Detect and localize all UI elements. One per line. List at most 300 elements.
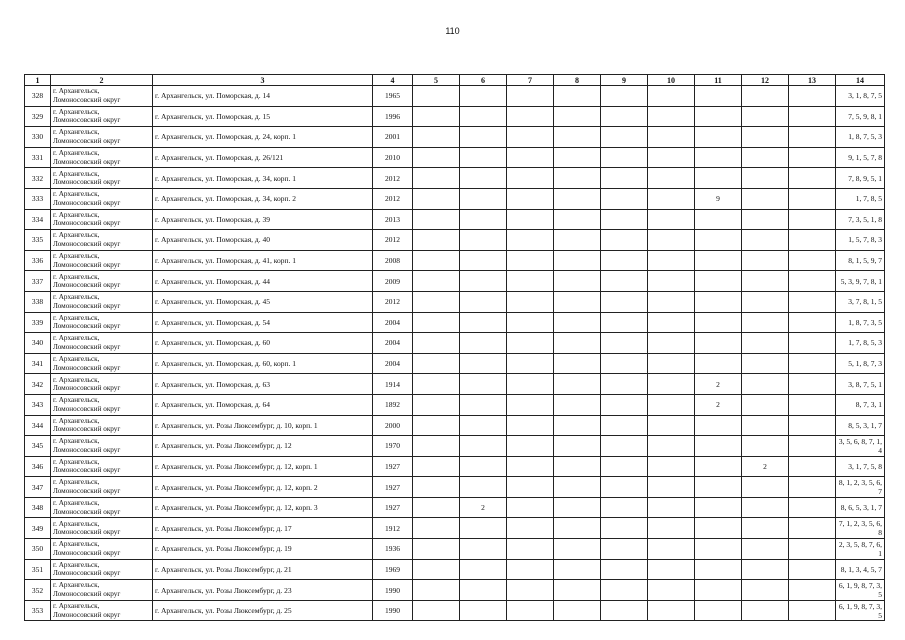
col8-cell <box>554 147 601 168</box>
table-row <box>25 374 885 395</box>
district-cell <box>51 436 153 457</box>
table-row <box>25 394 885 415</box>
address-cell: г. Архангельск, ул. Розы Люксембург, д. 12 <box>153 436 373 457</box>
table-row <box>25 312 885 333</box>
year-cell: 1927 <box>373 456 413 477</box>
col12-cell <box>742 559 789 580</box>
year-cell: 1969 <box>373 559 413 580</box>
district-cell <box>51 415 153 436</box>
col9-cell <box>601 580 648 601</box>
col12-cell <box>742 147 789 168</box>
codes-cell: 8, 6, 5, 3, 1, 7 <box>836 497 885 518</box>
year-cell: 2004 <box>373 333 413 354</box>
col8-cell <box>554 291 601 312</box>
col7-cell <box>507 436 554 457</box>
col8-cell <box>554 518 601 539</box>
col10-cell <box>648 559 695 580</box>
col13-cell <box>789 374 836 395</box>
col10-cell <box>648 477 695 498</box>
district-area: Ломоносовский округ <box>53 569 121 578</box>
column-header-11: 11 <box>695 75 742 86</box>
col12-cell <box>742 230 789 251</box>
row-number: 328 <box>25 86 51 107</box>
table-row <box>25 271 885 292</box>
district-area: Ломоносовский округ <box>53 178 121 187</box>
col9-cell <box>601 497 648 518</box>
row-number: 331 <box>25 147 51 168</box>
row-number: 352 <box>25 580 51 601</box>
row-number: 351 <box>25 559 51 580</box>
col11-cell <box>695 291 742 312</box>
table-row <box>25 127 885 148</box>
district-area: Ломоносовский округ <box>53 404 121 413</box>
year-cell: 1914 <box>373 374 413 395</box>
col6-cell <box>460 188 507 209</box>
col6-cell <box>460 250 507 271</box>
column-header-2: 2 <box>51 75 153 86</box>
year-cell: 1912 <box>373 518 413 539</box>
district-city: г. Архангельск, <box>53 210 100 219</box>
col7-cell <box>507 353 554 374</box>
codes-cell: 7, 1, 2, 3, 5, 6, 8 <box>836 518 885 539</box>
col13-cell <box>789 353 836 374</box>
col9-cell <box>601 394 648 415</box>
col13-cell <box>789 518 836 539</box>
col8-cell <box>554 559 601 580</box>
col6-cell <box>460 415 507 436</box>
year-cell: 2008 <box>373 250 413 271</box>
col12-cell <box>742 271 789 292</box>
address-cell: г. Архангельск, ул. Поморская, д. 45 <box>153 291 373 312</box>
column-header-6: 6 <box>460 75 507 86</box>
col10-cell <box>648 436 695 457</box>
col10-cell <box>648 291 695 312</box>
col12-cell <box>742 168 789 189</box>
codes-cell: 8, 1, 2, 3, 5, 6, 7 <box>836 477 885 498</box>
row-number: 334 <box>25 209 51 230</box>
col12-cell <box>742 539 789 560</box>
col5-cell <box>413 394 460 415</box>
col11-cell <box>695 209 742 230</box>
row-number: 349 <box>25 518 51 539</box>
col10-cell <box>648 209 695 230</box>
table-row <box>25 333 885 354</box>
col7-cell <box>507 188 554 209</box>
table-row <box>25 456 885 477</box>
col7-cell <box>507 86 554 107</box>
col11-cell <box>695 106 742 127</box>
col12-cell <box>742 250 789 271</box>
district-area: Ломоносовский округ <box>53 260 121 269</box>
year-cell: 2010 <box>373 147 413 168</box>
table-row <box>25 518 885 539</box>
address-cell: г. Архангельск, ул. Поморская, д. 34, корп. 2 <box>153 188 373 209</box>
col8-cell <box>554 394 601 415</box>
col9-cell <box>601 230 648 251</box>
table-row <box>25 147 885 168</box>
col9-cell <box>601 353 648 374</box>
district-city: г. Архангельск, <box>53 519 100 528</box>
col5-cell <box>413 209 460 230</box>
col13-cell <box>789 209 836 230</box>
col13-cell <box>789 394 836 415</box>
col9-cell <box>601 291 648 312</box>
col10-cell <box>648 230 695 251</box>
col9-cell <box>601 518 648 539</box>
col10-cell <box>648 168 695 189</box>
col13-cell <box>789 477 836 498</box>
col8-cell <box>554 497 601 518</box>
column-header-12: 12 <box>742 75 789 86</box>
col7-cell <box>507 539 554 560</box>
col13-cell <box>789 106 836 127</box>
row-number: 333 <box>25 188 51 209</box>
col12-cell <box>742 333 789 354</box>
address-cell: г. Архангельск, ул. Поморская, д. 60, корп. 1 <box>153 353 373 374</box>
district-cell <box>51 559 153 580</box>
col13-cell <box>789 86 836 107</box>
col11-cell <box>695 86 742 107</box>
district-city: г. Архангельск, <box>53 375 100 384</box>
col7-cell <box>507 291 554 312</box>
district-city: г. Архангельск, <box>53 396 100 405</box>
year-cell: 1927 <box>373 497 413 518</box>
district-cell <box>51 86 153 107</box>
col13-cell <box>789 312 836 333</box>
col5-cell <box>413 600 460 621</box>
col9-cell <box>601 147 648 168</box>
codes-cell: 8, 1, 3, 4, 5, 7 <box>836 559 885 580</box>
col7-cell <box>507 106 554 127</box>
district-area: Ломоносовский округ <box>53 528 121 537</box>
col11-cell <box>695 271 742 292</box>
col6-cell <box>460 312 507 333</box>
district-city: г. Архангельск, <box>53 293 100 302</box>
district-area: Ломоносовский округ <box>53 95 121 104</box>
row-number: 342 <box>25 374 51 395</box>
col10-cell <box>648 271 695 292</box>
col12-cell <box>742 497 789 518</box>
district-cell <box>51 106 153 127</box>
col8-cell <box>554 312 601 333</box>
col9-cell <box>601 539 648 560</box>
col7-cell <box>507 394 554 415</box>
col8-cell <box>554 230 601 251</box>
col7-cell <box>507 312 554 333</box>
year-cell: 1990 <box>373 600 413 621</box>
col9-cell <box>601 271 648 292</box>
col8-cell <box>554 188 601 209</box>
district-area: Ломоносовский округ <box>53 384 121 393</box>
district-area: Ломоносовский округ <box>53 219 121 228</box>
district-city: г. Архангельск, <box>53 148 100 157</box>
col12-cell <box>742 394 789 415</box>
col12-cell <box>742 518 789 539</box>
col13-cell <box>789 291 836 312</box>
column-header-1: 1 <box>25 75 51 86</box>
district-city: г. Архангельск, <box>53 416 100 425</box>
district-cell <box>51 497 153 518</box>
col6-cell <box>460 600 507 621</box>
table-row <box>25 250 885 271</box>
district-cell <box>51 539 153 560</box>
col8-cell <box>554 250 601 271</box>
col12-cell <box>742 209 789 230</box>
year-cell: 2004 <box>373 353 413 374</box>
col7-cell <box>507 477 554 498</box>
codes-cell: 9, 1, 5, 7, 8 <box>836 147 885 168</box>
address-cell: г. Архангельск, ул. Поморская, д. 41, корп. 1 <box>153 250 373 271</box>
col8-cell <box>554 415 601 436</box>
col11-cell <box>695 168 742 189</box>
row-number: 335 <box>25 230 51 251</box>
col5-cell <box>413 230 460 251</box>
column-header-7: 7 <box>507 75 554 86</box>
codes-cell: 1, 8, 7, 5, 3 <box>836 127 885 148</box>
district-city: г. Архангельск, <box>53 231 100 240</box>
col5-cell <box>413 188 460 209</box>
col13-cell <box>789 271 836 292</box>
col9-cell <box>601 250 648 271</box>
table-row <box>25 415 885 436</box>
housing-table <box>24 74 885 621</box>
codes-cell: 1, 8, 7, 3, 5 <box>836 312 885 333</box>
col11-cell <box>695 436 742 457</box>
district-cell <box>51 209 153 230</box>
col6-cell <box>460 230 507 251</box>
col6-cell <box>460 147 507 168</box>
codes-cell: 8, 5, 3, 1, 7 <box>836 415 885 436</box>
col8-cell <box>554 374 601 395</box>
district-cell <box>51 250 153 271</box>
row-number: 339 <box>25 312 51 333</box>
address-cell: г. Архангельск, ул. Розы Люксембург, д. 25 <box>153 600 373 621</box>
row-number: 336 <box>25 250 51 271</box>
year-cell: 2000 <box>373 415 413 436</box>
table-row <box>25 580 885 601</box>
row-number: 332 <box>25 168 51 189</box>
col11-cell <box>695 230 742 251</box>
year-cell: 1965 <box>373 86 413 107</box>
col6-cell <box>460 394 507 415</box>
table-row <box>25 291 885 312</box>
col7-cell <box>507 333 554 354</box>
district-cell <box>51 518 153 539</box>
district-city: г. Архангельск, <box>53 190 100 199</box>
col8-cell <box>554 209 601 230</box>
district-area: Ломоносовский округ <box>53 548 121 557</box>
col5-cell <box>413 353 460 374</box>
table-row <box>25 188 885 209</box>
district-city: г. Архангельск, <box>53 437 100 446</box>
col13-cell <box>789 333 836 354</box>
col6-cell <box>460 374 507 395</box>
district-area: Ломоносовский округ <box>53 487 121 496</box>
codes-cell: 5, 1, 8, 7, 3 <box>836 353 885 374</box>
col11-cell: 2 <box>695 374 742 395</box>
col12-cell <box>742 291 789 312</box>
address-cell: г. Архангельск, ул. Поморская, д. 44 <box>153 271 373 292</box>
address-cell: г. Архангельск, ул. Розы Люксембург, д. 12, корп. 2 <box>153 477 373 498</box>
district-city: г. Архангельск, <box>53 334 100 343</box>
district-area: Ломоносовский округ <box>53 322 121 331</box>
col5-cell <box>413 291 460 312</box>
row-number: 330 <box>25 127 51 148</box>
table-row <box>25 209 885 230</box>
district-city: г. Архангельск, <box>53 499 100 508</box>
col10-cell <box>648 374 695 395</box>
row-number: 344 <box>25 415 51 436</box>
col10-cell <box>648 106 695 127</box>
row-number: 338 <box>25 291 51 312</box>
col6-cell <box>460 291 507 312</box>
codes-cell: 7, 8, 9, 5, 1 <box>836 168 885 189</box>
col13-cell <box>789 147 836 168</box>
col9-cell <box>601 209 648 230</box>
col12-cell <box>742 188 789 209</box>
col7-cell <box>507 230 554 251</box>
address-cell: г. Архангельск, ул. Поморская, д. 63 <box>153 374 373 395</box>
col12-cell: 2 <box>742 456 789 477</box>
col5-cell <box>413 436 460 457</box>
col12-cell <box>742 106 789 127</box>
row-number: 347 <box>25 477 51 498</box>
year-cell: 2012 <box>373 188 413 209</box>
col12-cell <box>742 312 789 333</box>
col10-cell <box>648 580 695 601</box>
address-cell: г. Архангельск, ул. Поморская, д. 24, корп. 1 <box>153 127 373 148</box>
address-cell: г. Архангельск, ул. Поморская, д. 40 <box>153 230 373 251</box>
row-number: 353 <box>25 600 51 621</box>
col7-cell <box>507 456 554 477</box>
col11-cell <box>695 456 742 477</box>
col9-cell <box>601 333 648 354</box>
col11-cell <box>695 250 742 271</box>
col13-cell <box>789 188 836 209</box>
col11-cell <box>695 415 742 436</box>
codes-cell: 8, 1, 5, 9, 7 <box>836 250 885 271</box>
codes-cell: 2, 3, 5, 8, 7, 6, 1 <box>836 539 885 560</box>
district-cell <box>51 168 153 189</box>
district-area: Ломоносовский округ <box>53 198 121 207</box>
year-cell: 2012 <box>373 168 413 189</box>
col5-cell <box>413 147 460 168</box>
col11-cell <box>695 559 742 580</box>
col6-cell <box>460 456 507 477</box>
col10-cell <box>648 353 695 374</box>
col5-cell <box>413 106 460 127</box>
district-city: г. Архангельск, <box>53 87 100 96</box>
col8-cell <box>554 86 601 107</box>
district-city: г. Архангельск, <box>53 560 100 569</box>
col8-cell <box>554 333 601 354</box>
table-row <box>25 559 885 580</box>
col6-cell <box>460 106 507 127</box>
address-cell: г. Архангельск, ул. Розы Люксембург, д. 12, корп. 3 <box>153 497 373 518</box>
district-cell <box>51 353 153 374</box>
col9-cell <box>601 374 648 395</box>
col11-cell <box>695 333 742 354</box>
col13-cell <box>789 580 836 601</box>
col7-cell <box>507 209 554 230</box>
codes-cell: 3, 5, 6, 8, 7, 1, 4 <box>836 436 885 457</box>
codes-cell: 1, 7, 8, 5 <box>836 188 885 209</box>
district-area: Ломоносовский округ <box>53 425 121 434</box>
address-cell: г. Архангельск, ул. Поморская, д. 26/121 <box>153 147 373 168</box>
row-number: 345 <box>25 436 51 457</box>
col12-cell <box>742 86 789 107</box>
col6-cell <box>460 86 507 107</box>
row-number: 343 <box>25 394 51 415</box>
district-city: г. Архангельск, <box>53 602 100 611</box>
col11-cell <box>695 497 742 518</box>
col12-cell <box>742 415 789 436</box>
col5-cell <box>413 168 460 189</box>
address-cell: г. Архангельск, ул. Поморская, д. 39 <box>153 209 373 230</box>
col9-cell <box>601 86 648 107</box>
table-row <box>25 106 885 127</box>
col8-cell <box>554 353 601 374</box>
district-cell <box>51 477 153 498</box>
col9-cell <box>601 477 648 498</box>
row-number: 329 <box>25 106 51 127</box>
district-cell <box>51 456 153 477</box>
col11-cell <box>695 312 742 333</box>
district-city: г. Архангельск, <box>53 313 100 322</box>
col6-cell: 2 <box>460 497 507 518</box>
col12-cell <box>742 600 789 621</box>
district-cell <box>51 271 153 292</box>
codes-cell: 1, 7, 8, 5, 3 <box>836 333 885 354</box>
year-cell: 1996 <box>373 106 413 127</box>
codes-cell: 3, 7, 8, 1, 5 <box>836 291 885 312</box>
col10-cell <box>648 518 695 539</box>
col5-cell <box>413 374 460 395</box>
header-row <box>25 75 885 86</box>
col7-cell <box>507 580 554 601</box>
col9-cell <box>601 436 648 457</box>
col6-cell <box>460 209 507 230</box>
district-area: Ломоносовский округ <box>53 157 121 166</box>
codes-cell: 6, 1, 9, 8, 7, 3, 5 <box>836 580 885 601</box>
col9-cell <box>601 312 648 333</box>
col9-cell <box>601 168 648 189</box>
col10-cell <box>648 312 695 333</box>
col11-cell <box>695 518 742 539</box>
col6-cell <box>460 518 507 539</box>
col7-cell <box>507 415 554 436</box>
col6-cell <box>460 353 507 374</box>
col9-cell <box>601 600 648 621</box>
col10-cell <box>648 497 695 518</box>
col6-cell <box>460 271 507 292</box>
col5-cell <box>413 539 460 560</box>
col11-cell <box>695 353 742 374</box>
col11-cell: 2 <box>695 394 742 415</box>
address-cell: г. Архангельск, ул. Розы Люксембург, д. 23 <box>153 580 373 601</box>
district-cell <box>51 580 153 601</box>
col13-cell <box>789 559 836 580</box>
col7-cell <box>507 147 554 168</box>
col12-cell <box>742 580 789 601</box>
district-cell <box>51 188 153 209</box>
col11-cell <box>695 580 742 601</box>
year-cell: 2004 <box>373 312 413 333</box>
year-cell: 2012 <box>373 291 413 312</box>
col9-cell <box>601 127 648 148</box>
col7-cell <box>507 497 554 518</box>
address-cell: г. Архангельск, ул. Поморская, д. 14 <box>153 86 373 107</box>
